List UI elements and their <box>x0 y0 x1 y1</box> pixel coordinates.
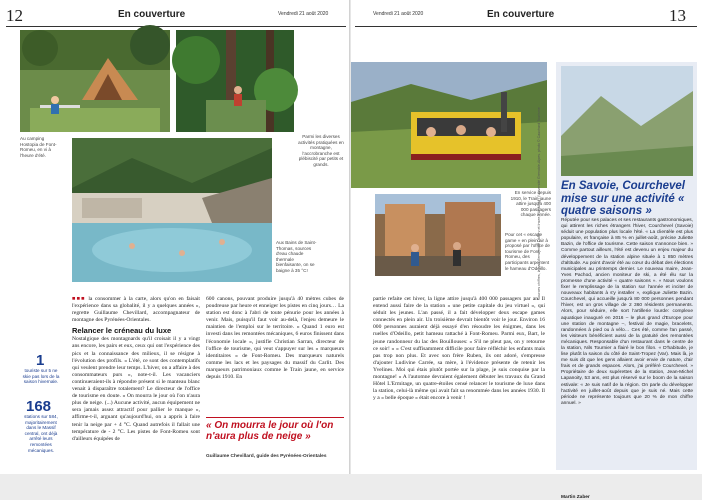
section-title: En couverture <box>118 9 186 20</box>
bains-caption: Aux Bains de Saint-Thomas, sources d'eau chaude thermale bienfaisante, on se baigne à 35 °C! <box>276 240 317 273</box>
issue-date: Vendredi 21 août 2020 <box>373 11 424 17</box>
page-number: 13 <box>669 6 686 25</box>
stat-text: touriste sur 5 ne skie pas lors de la saison hivernale. <box>22 368 60 385</box>
sidebar-title: En Savoie, Courchevel mise sur une activité « quatre saisons » <box>561 180 685 217</box>
train-caption: En service depuis 1910, le Train jaune attire jusqu'à 400 000 passagers chaque année. <box>510 190 551 218</box>
acrobranche-caption: Parmi les diverses activités pratiquées en montagne, l'accrobranche est plébiscité par petits et grands. <box>298 134 344 167</box>
article-column-2 <box>206 296 344 412</box>
left-page <box>0 0 349 474</box>
header-rule <box>6 26 346 27</box>
issue-date: Vendredi 21 août 2020 <box>278 11 329 17</box>
quote-rule <box>206 417 344 418</box>
right-page <box>351 0 702 500</box>
stat-number: 168 <box>26 398 52 415</box>
acrobranche-photo <box>176 30 294 132</box>
sidebar-box <box>556 62 697 500</box>
article-text: partie refaite cet hiver, la ligne attire jusqu'à 400 000 passagers par an. Il entend aussi faire de la station « une petite capitale du jeu virtuel », qui séduit les jeunes. L'an passé, il a fait développer deux escape games connectés en plein air. Un troisième devrait bientôt voir le jour. Environ 16 000 personnes auraient déjà essayé d'en résoudre les énigmes, dans les ruelles d'Odeillo, petit hameau rattaché à Font-Romeu. Parmi eux, Bart, le jeune randonneur du lac des Bouillouses: « S'il ne pleut pas, on y retourne ce soir! » « C'est suffisamment difficile pour faire réfléchir les enfants mais pas trop non plus. Et avec son frère Ruben, ils ont adoré, s'empresse d'ajouter Ludivine Carrée, sa mère, à l'évidence présente de retenir les Yvelines. Moi qui étais plutôt portée sur la plage, je suis conquise par la montagne! » A l'automne devraient également débuter les travaux du Grand Hôtel L'Ermitage, un quatre-étoiles censé relancer le tourisme de luxe dans la station, celui-là même qui avait fait sa renommée dans les années 1930. Il y a « belle époque » était encore à venir ! <box>373 296 545 402</box>
article-subhead: Relancer le créneau du luxe <box>72 326 172 336</box>
village-caption: Pour cet « escape game » en plein air à proposé par l'office de tourisme de Font-Romeu, des participants arpentent le hameau d'Odeillo. <box>505 232 550 271</box>
sidebar-text: Réputée pour ses palaces et ses restaurants gastronomiques, qui attirent les riches étrangers l'hiver, Courchevel (Savoie) séduit une population plus locale l'été. « La clientèle est plus populaire, et française à 85 % en juillet-août, précise Juliette Bazin, de l'office de tourisme. Cette saison s'annonce bien. » Comme partout ailleurs, l'été est devenu un enjeu majeur du développement de la station alpine située à 1 850 mètres d'altitude. Au point d'avoir été au cœur du débat des élections municipales au printemps dernier. Le nouveau maire, Jean-Yves Pachod, ancien moniteur de ski, a été élu sur la promesse d'une activité « quatre saisons ». « Nous voulons fixer le remplissage de la station sur l'année et inciter de nouveaux habitants à s'y installer », explique Juliette Bazin. Courchevel, qui accueille jusqu'à 80 000 personnes pendant l'hiver, est un gros village de 2 360 résidents permanents. Alors, pour séduire, elle sort l'artillerie lourde: complexe aquatique inauguré en 2016 – le plus grand d'Europe pour une station de montagne –, festival de magie, bracelets, randonnées à pied ou à vélo… Ces été, comme l'an passé, les visiteurs bénéficient aussi de la gratuité des remontées mécaniques. Responsable d'un restaurant dans le centre de la station, Nils Tournier a flairé le bon filon. « D'habitude, je lise plutôt la saison du côté de Saint-Tropez (Var). Mais là, je me suis dit que les gens allaient avoir envie de nature, d'air frais et de grands espaces. Alors, j'ai préféré Courchevel. » Propriétaire de deux supérettes de la station, Jean-Michel Lapanoity, 53 ans, est plus réservé sur le boom de la saison estivale: « Je suis natif de la région. On parle du développer l'activité en juillet-août depuis que je suis né. Mais cette période ne représente toujours que 20 % de mon chiffre annuel. » <box>561 218 693 406</box>
bullet-icon: ■■■ <box>72 296 86 302</box>
article-column-3 <box>373 296 545 462</box>
stat-text: stations sur 584, majoritairement dans le Massif central, ont déjà arrêté leurs remontées mécaniques. <box>24 414 58 453</box>
quote-attribution: Guillaume Chevillard, guide des Pyrénées-Orientales <box>206 454 327 459</box>
sidebar-author: Martin Zaber <box>561 495 590 500</box>
stat-number: 1 <box>36 352 45 369</box>
section-title: En couverture <box>487 9 555 20</box>
header-rule <box>355 26 697 27</box>
pull-quote: « On mourra le jour où l'on n'aura plus de neige » <box>206 420 334 442</box>
village-photo <box>375 194 501 276</box>
article-text: 600 canons, pouvant produire jusqu'à 40 mètres cubes de poudreuse par heure et enneiger les pistes en cinq jours… La station est donc à l'abri de toute pénurie pour les années à venir. Mais, puisqu'il faut voir au-delà, l'enjeu demeure le maintien de l'emploi sur le territoire. « Quand 1 euro est investi dans les remontées mécaniques, 6 euros finissent dans l'économie locale », justifie Christian Sarran, directeur de l'office de tourisme, qui veut s'appuyer sur les « marqueurs identitaires » de Font-Romeu. Des marqueurs naturels comme les lacs et les paysages du massif du Carlit. Des marqueurs patrimoniaux comme le Train jaune, en service depuis 1910. En <box>206 296 344 381</box>
article-text: Nostalgique des montagnards qu'il croisait il y a vingt ans encore, les pairs et eux, ceux qui ont l'expérience des pics et la connaissance des milieux, il se résigne à l'évolution des profils. « L'été, ce sont des contemplatifs qui veulent prendre leur temps. L'hiver, on a affaire à des consommateurs purs », note-t-il. Les vacanciers continueraient-ils à répondre présent si le manteau blanc venait à disparaître totalement? Le directeur de l'office de tourisme en doute. « On mourra le jour où l'on n'aura plus de neige. (...) Aucune activité, aucun équipement ne sera jamais assez attractif pour pallier le manque », affirme-t-il, arguant qu'aujourd'hui, on a appris à faire tenir la neige par + 4 °C. Quand autrefois il fallait une température de - 2 °C. Les pistes de Font-Romeu sont d'ailleurs équipées de <box>72 336 200 442</box>
page-number: 12 <box>6 6 23 25</box>
photo-credit: Sources chiffres, la part d'ensemble Observ et Insee, l'ANMSM / l'université Grenoble-Alpes. photo © Cauchard Tourisme <box>537 107 541 300</box>
article-lead: la consommer à la carte, alors qu'on en faisait l'expérience dans sa globalité, il y a quelques années », regrette Guillaume Chevillard, accompagnateur de montagne des Pyrénées-Orientales. <box>72 296 200 324</box>
courchevel-photo <box>561 66 693 176</box>
train-photo <box>351 62 547 188</box>
camping-caption: Au camping Hostopia de Font-Romeu, en vi à l'heure d'été. <box>20 136 57 158</box>
bains-photo <box>72 138 272 282</box>
camping-photo <box>20 30 170 132</box>
article-column-1 <box>72 296 200 472</box>
